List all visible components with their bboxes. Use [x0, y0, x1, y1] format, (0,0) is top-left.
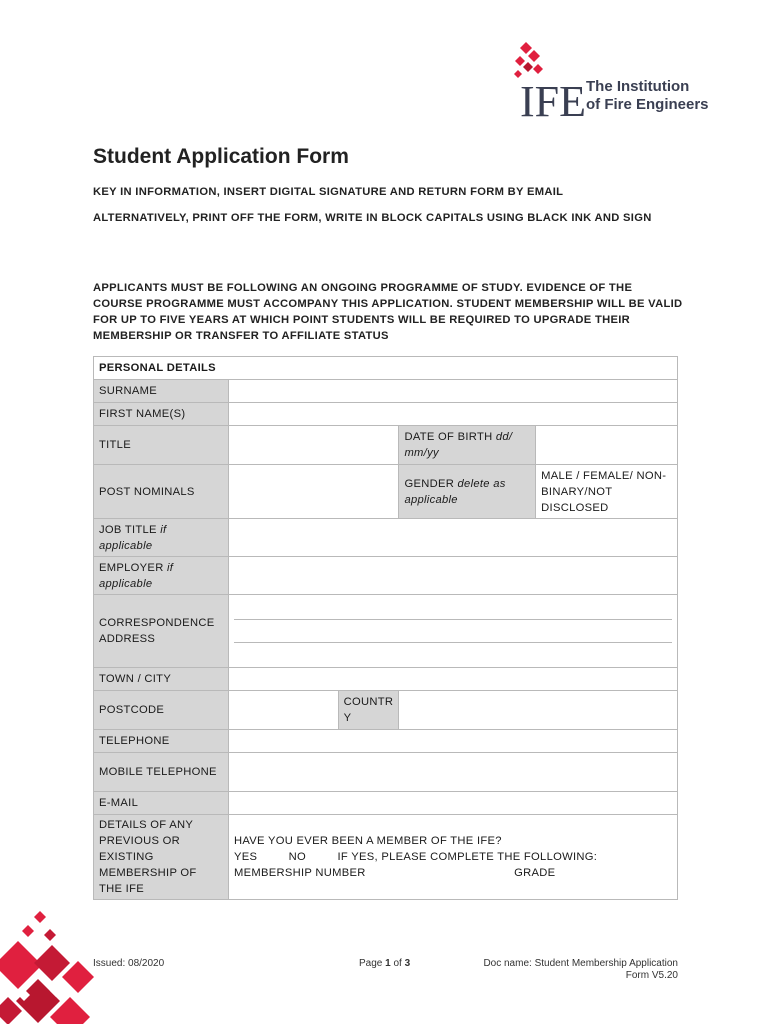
employer-label: EMPLOYER if applicable [94, 557, 229, 595]
post-nominals-field[interactable] [228, 465, 398, 519]
document-name: Doc name: Student Membership Application Form V5.20 [483, 958, 678, 981]
grade-label: GRADE [514, 867, 556, 879]
yes-option[interactable]: YES [233, 851, 258, 863]
address-label: CORRESPONDENCE ADDRESS [94, 595, 229, 668]
gender-hint: delete as applicable [404, 477, 506, 506]
no-option[interactable]: NO [288, 851, 307, 863]
gender-options[interactable]: MALE / FEMALE/ NON-BINARY/NOT DISCLOSED [536, 465, 678, 519]
issued-date: Issued: 08/2020 [93, 958, 165, 969]
employer-hint: if applicable [99, 561, 174, 590]
page-number: Page 1 of 3 [359, 958, 411, 969]
email-label: E-MAIL [94, 792, 229, 815]
employer-field[interactable] [228, 557, 677, 595]
town-label: TOWN / CITY [94, 668, 229, 691]
job-title-field[interactable] [228, 519, 677, 557]
job-title-hint: if applicable [99, 523, 167, 552]
personal-details-table [93, 356, 678, 900]
section-header: PERSONAL DETAILS [94, 357, 678, 380]
address-line-3[interactable] [234, 643, 672, 665]
town-field[interactable] [228, 668, 677, 691]
postcode-field[interactable] [228, 691, 338, 730]
decorative-diamonds-icon [0, 905, 100, 1024]
dob-format: dd/ mm/yy [404, 431, 513, 459]
org-name-line2: of Fire Engineers [586, 96, 709, 113]
ife-logo [512, 38, 732, 128]
surname-field[interactable] [228, 380, 677, 403]
svg-text:IFE: IFE [520, 77, 586, 126]
gender-label: GENDER delete as applicable [399, 465, 536, 519]
telephone-label: TELEPHONE [94, 730, 229, 753]
org-name-line1: The Institution [586, 78, 690, 95]
mobile-field[interactable] [228, 753, 677, 792]
dob-label: DATE OF BIRTH dd/ mm/yy [399, 426, 536, 465]
first-names-label: FIRST NAME(S) [94, 403, 229, 426]
country-field[interactable] [399, 691, 678, 730]
page-title: Student Application Form [93, 145, 349, 168]
title-field[interactable] [228, 426, 398, 465]
instruction-email: KEY IN INFORMATION, INSERT DIGITAL SIGNATURE AND RETURN FORM BY EMAIL [93, 186, 564, 198]
membership-number-label: MEMBERSHIP NUMBER [233, 867, 366, 879]
address-field[interactable] [228, 595, 677, 668]
instruction-print: ALTERNATIVELY, PRINT OFF THE FORM, WRITE IN BLOCK CAPITALS USING BLACK INK AND SIGN [93, 212, 652, 224]
email-field[interactable] [228, 792, 677, 815]
telephone-field[interactable] [228, 730, 677, 753]
previous-membership-question: HAVE YOU EVER BEEN A MEMBER OF THE IFE? [233, 835, 502, 847]
postcode-label: POSTCODE [94, 691, 229, 730]
ife-logo-mark-icon [512, 38, 586, 128]
first-names-field[interactable] [228, 403, 677, 426]
title-label: TITLE [94, 426, 229, 465]
dob-field[interactable] [536, 426, 678, 465]
eligibility-notice: APPLICANTS MUST BE FOLLOWING AN ONGOING PROGRAMME OF STUDY. EVIDENCE OF THE COURSE PROGRAMME MUST ACCOMPANY THIS APPLICATION. STUDENT MEMBERSHIP WILL BE VALID FOR UP TO FIVE YEARS AT WHICH POINT STUDENTS WILL BE REQUIRED TO UPGRADE THEIR MEMBERSHIP OR TRANSFER TO AFFILIATE STATUS [93, 282, 683, 342]
post-nominals-label: POST NOMINALS [94, 465, 229, 519]
previous-membership-label: DETAILS OF ANY PREVIOUS OR EXISTING MEMBERSHIP OF THE IFE [94, 815, 229, 900]
surname-label: SURNAME [94, 380, 229, 403]
address-line-2[interactable] [234, 620, 672, 643]
country-label: COUNTRY [338, 691, 399, 730]
previous-membership-field[interactable] [228, 815, 677, 900]
if-yes-instruction: IF YES, PLEASE COMPLETE THE FOLLOWING: [337, 851, 598, 863]
job-title-label: JOB TITLE if applicable [94, 519, 229, 557]
mobile-label: MOBILE TELEPHONE [94, 753, 229, 792]
address-line-1[interactable] [234, 597, 672, 620]
